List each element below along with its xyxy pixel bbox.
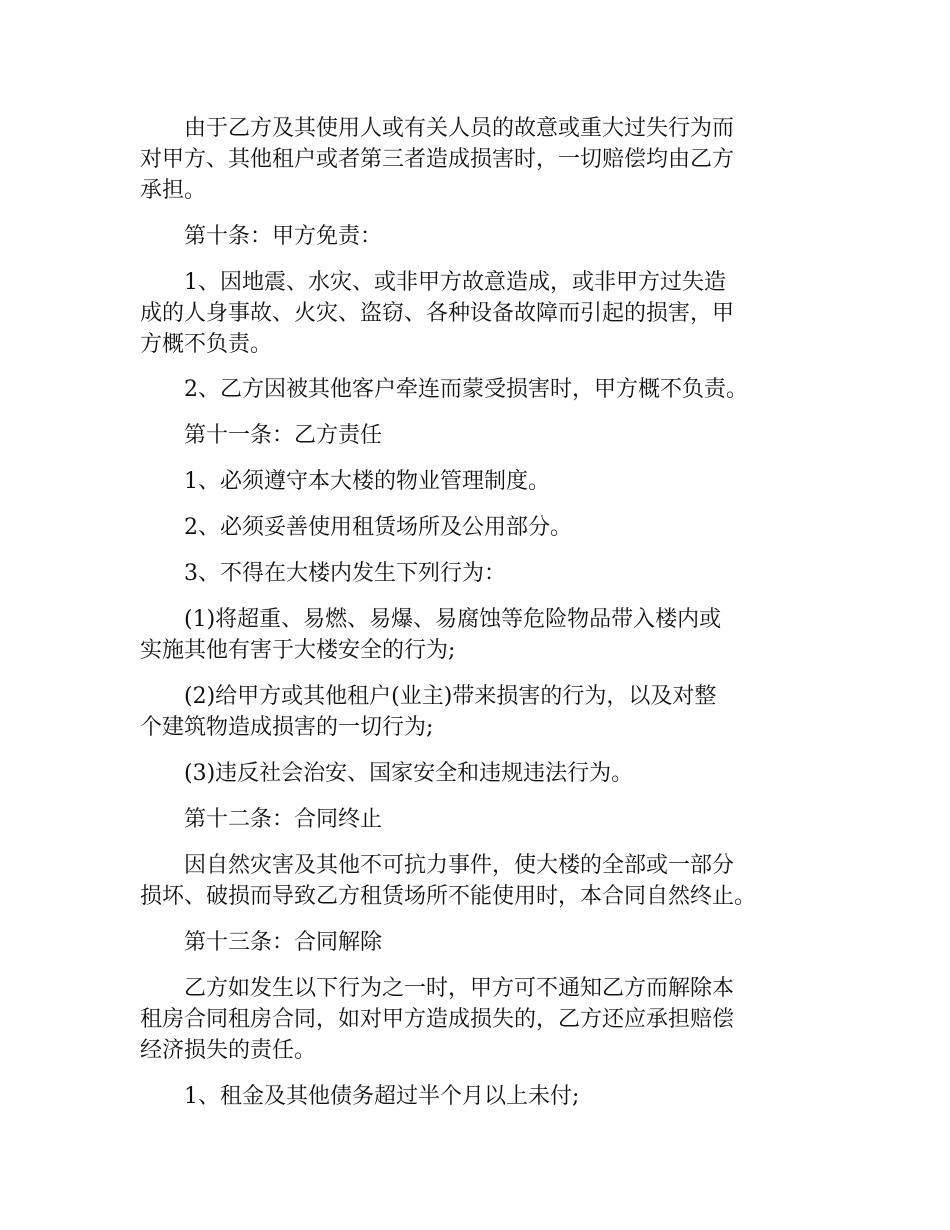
heading-text: 第十条：甲方免责：	[184, 224, 383, 249]
heading-text: 第十二条：合同终止	[184, 807, 383, 832]
text-line: 乙方如发生以下行为之一时，甲方可不通知乙方而解除本	[184, 976, 735, 1001]
article-10-heading	[140, 221, 820, 252]
text-line: 承担。	[140, 178, 207, 203]
heading-text: 第十三条：合同解除	[184, 930, 383, 955]
text-line: 3、不得在大楼内发生下列行为：	[184, 561, 506, 586]
text-line: 1、租金及其他债务超过半个月以上未付;	[184, 1084, 580, 1109]
paragraph-prohibited-act-2	[140, 681, 820, 743]
paragraph-contract-termination	[140, 850, 820, 912]
text-line: 1、必须遵守本大楼的物业管理制度。	[184, 469, 550, 494]
text-line: 损坏、破损而导致乙方租赁场所不能使用时，本合同自然终止。	[140, 884, 757, 909]
text-line: 2、必须妥善使用租赁场所及公用部分。	[184, 515, 572, 540]
text-line: 实施其他有害于大楼安全的行为;	[140, 638, 456, 663]
text-line: (3)违反社会治安、国家安全和违规违法行为。	[184, 761, 634, 786]
text-line: (2)给甲方或其他租户(业主)带来损害的行为，以及对整	[184, 684, 717, 709]
paragraph-contract-rescission	[140, 973, 820, 1066]
paragraph-client-implication-exemption	[140, 374, 820, 405]
paragraph-rent-overdue	[140, 1081, 820, 1112]
text-line: 成的人身事故、火灾、盗窃、各种设备故障而引起的损害，甲	[140, 301, 735, 326]
text-line: 经济损失的责任。	[140, 1038, 317, 1063]
paragraph-prohibited-act-3	[140, 758, 820, 789]
article-12-heading	[140, 804, 820, 835]
article-11-heading	[140, 420, 820, 451]
text-line: 个建筑物造成损害的一切行为;	[140, 715, 434, 740]
text-line: 租房合同租房合同，如对甲方造成损失的，乙方还应承担赔偿	[140, 1007, 735, 1032]
article-13-heading	[140, 927, 820, 958]
text-line: 由于乙方及其使用人或有关人员的故意或重大过失行为而	[184, 116, 735, 141]
paragraph-prohibited-act-1	[140, 604, 820, 666]
paragraph-obey-management-rules	[140, 466, 820, 497]
text-line: 因自然灾害及其他不可抗力事件，使大楼的全部或一部分	[184, 853, 735, 878]
text-line: 1、因地震、水灾、或非甲方故意造成，或非甲方过失造	[184, 270, 726, 295]
paragraph-proper-use-premises	[140, 512, 820, 543]
paragraph-force-majeure-exemption	[140, 267, 820, 360]
paragraph-intentional-damage-liability	[140, 113, 820, 206]
text-line: 2、乙方因被其他客户牵连而蒙受损害时，甲方概不负责。	[184, 377, 748, 402]
paragraph-prohibited-acts	[140, 558, 820, 589]
text-line: 对甲方、其他租户或者第三者造成损害时，一切赔偿均由乙方	[140, 147, 735, 172]
text-line: (1)将超重、易燃、易爆、易腐蚀等危险物品带入楼内或	[184, 607, 722, 632]
heading-text: 第十一条：乙方责任	[184, 423, 383, 448]
text-line: 方概不负责。	[140, 332, 273, 357]
